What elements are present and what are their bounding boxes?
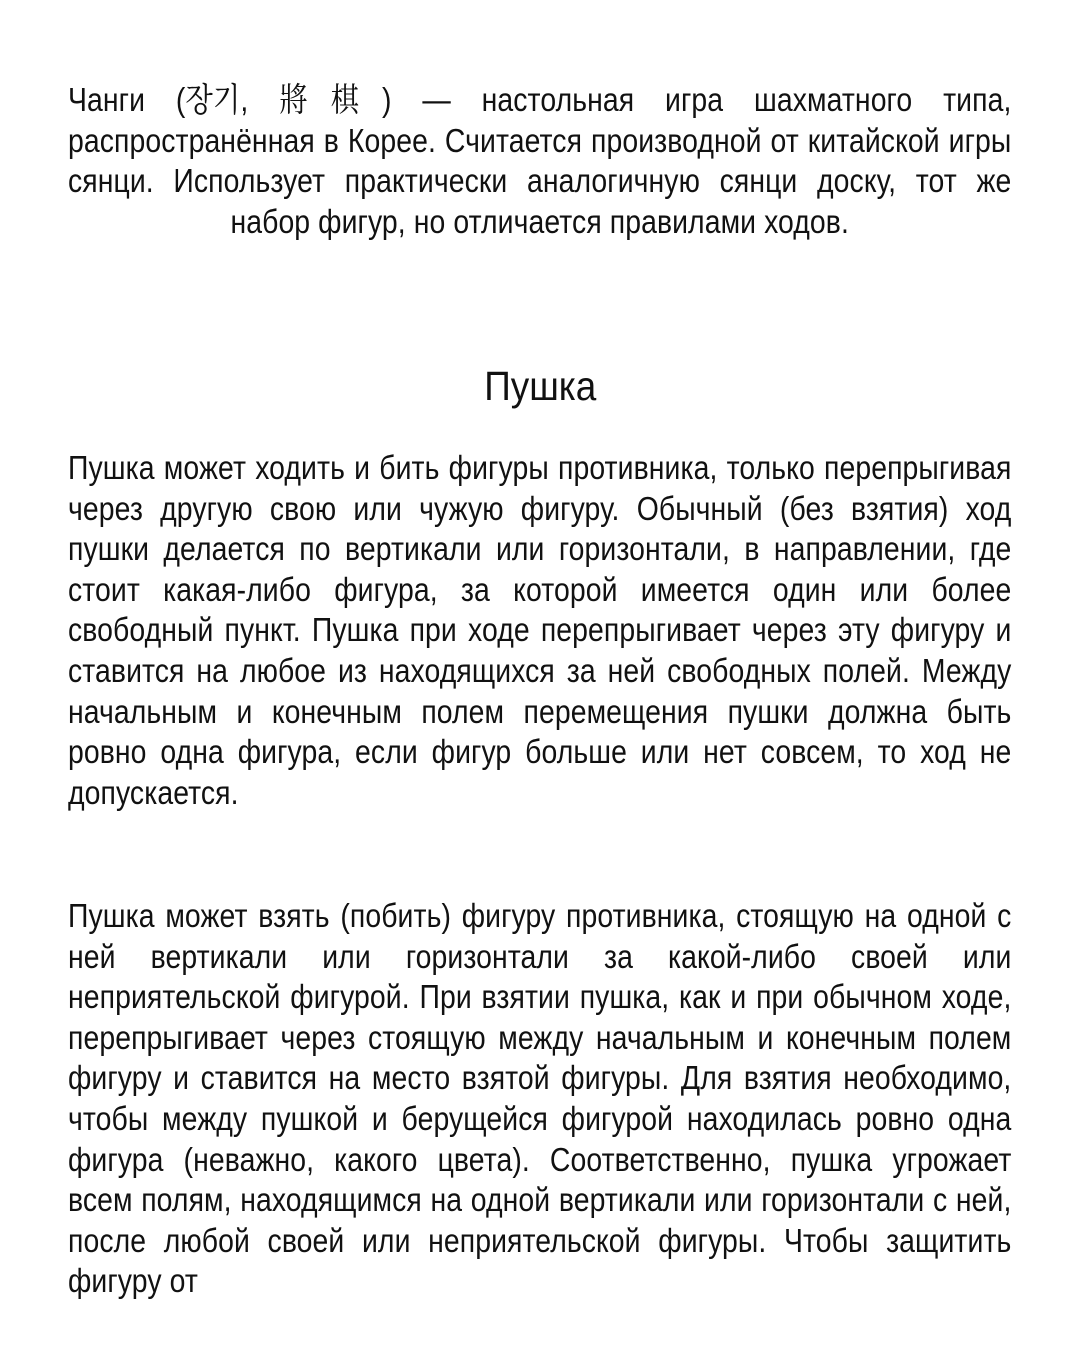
body-paragraph: Пушка может ходить и бить фигуры противника, только перепрыгивая через другую свою или чужую фигуру. Обычный (без взятия) ход пушки делается по вертикали или горизонтали, в направлении, где стоит какая-либо фигура, за которой имеется один или более свободный пункт. Пушка при ходе перепрыгивает через эту фигуру и ставится на любое из находящихся за ней свободных полей. Между начальным и конечным полем перемещения пушки должна быть ровно одна фигура, если фигур больше или нет совсем, то ход не допускается. <box>68 449 1012 811</box>
document-page <box>68 80 1012 1300</box>
section-title-text: Пушка <box>483 363 597 409</box>
intro-paragraph: Чанги (장기, 將棋) — настольная игра шахматного типа, распространённая в Корее. Считается производной от китайской игры сянци. Использует практически аналогичную сянци доску, тот же набор фигур, но отличается правилами ходов. <box>68 81 1012 240</box>
body-paragraph: Пушка может взять (побить) фигуру противника, стоящую на одной с ней вертикали или горизонтали за какой-либо своей или неприятельской фигурой. При взятии пушка, как и при обычном ходе, перепрыгивает через стоящую между начальным и конечным полем фигуру и ставится на место взятой фигуры. Для взятия необходимо, чтобы между пушкой и берущейся фигурой находилась ровно одна фигура (неважно, какого цвета). Соответственно, пушка угрожает всем полям, находящимся на одной вертикали или горизонтали с ней, после любой своей или неприятельской фигуры. Чтобы защитить фигуру от <box>68 897 1012 1300</box>
section-title <box>68 362 1012 410</box>
